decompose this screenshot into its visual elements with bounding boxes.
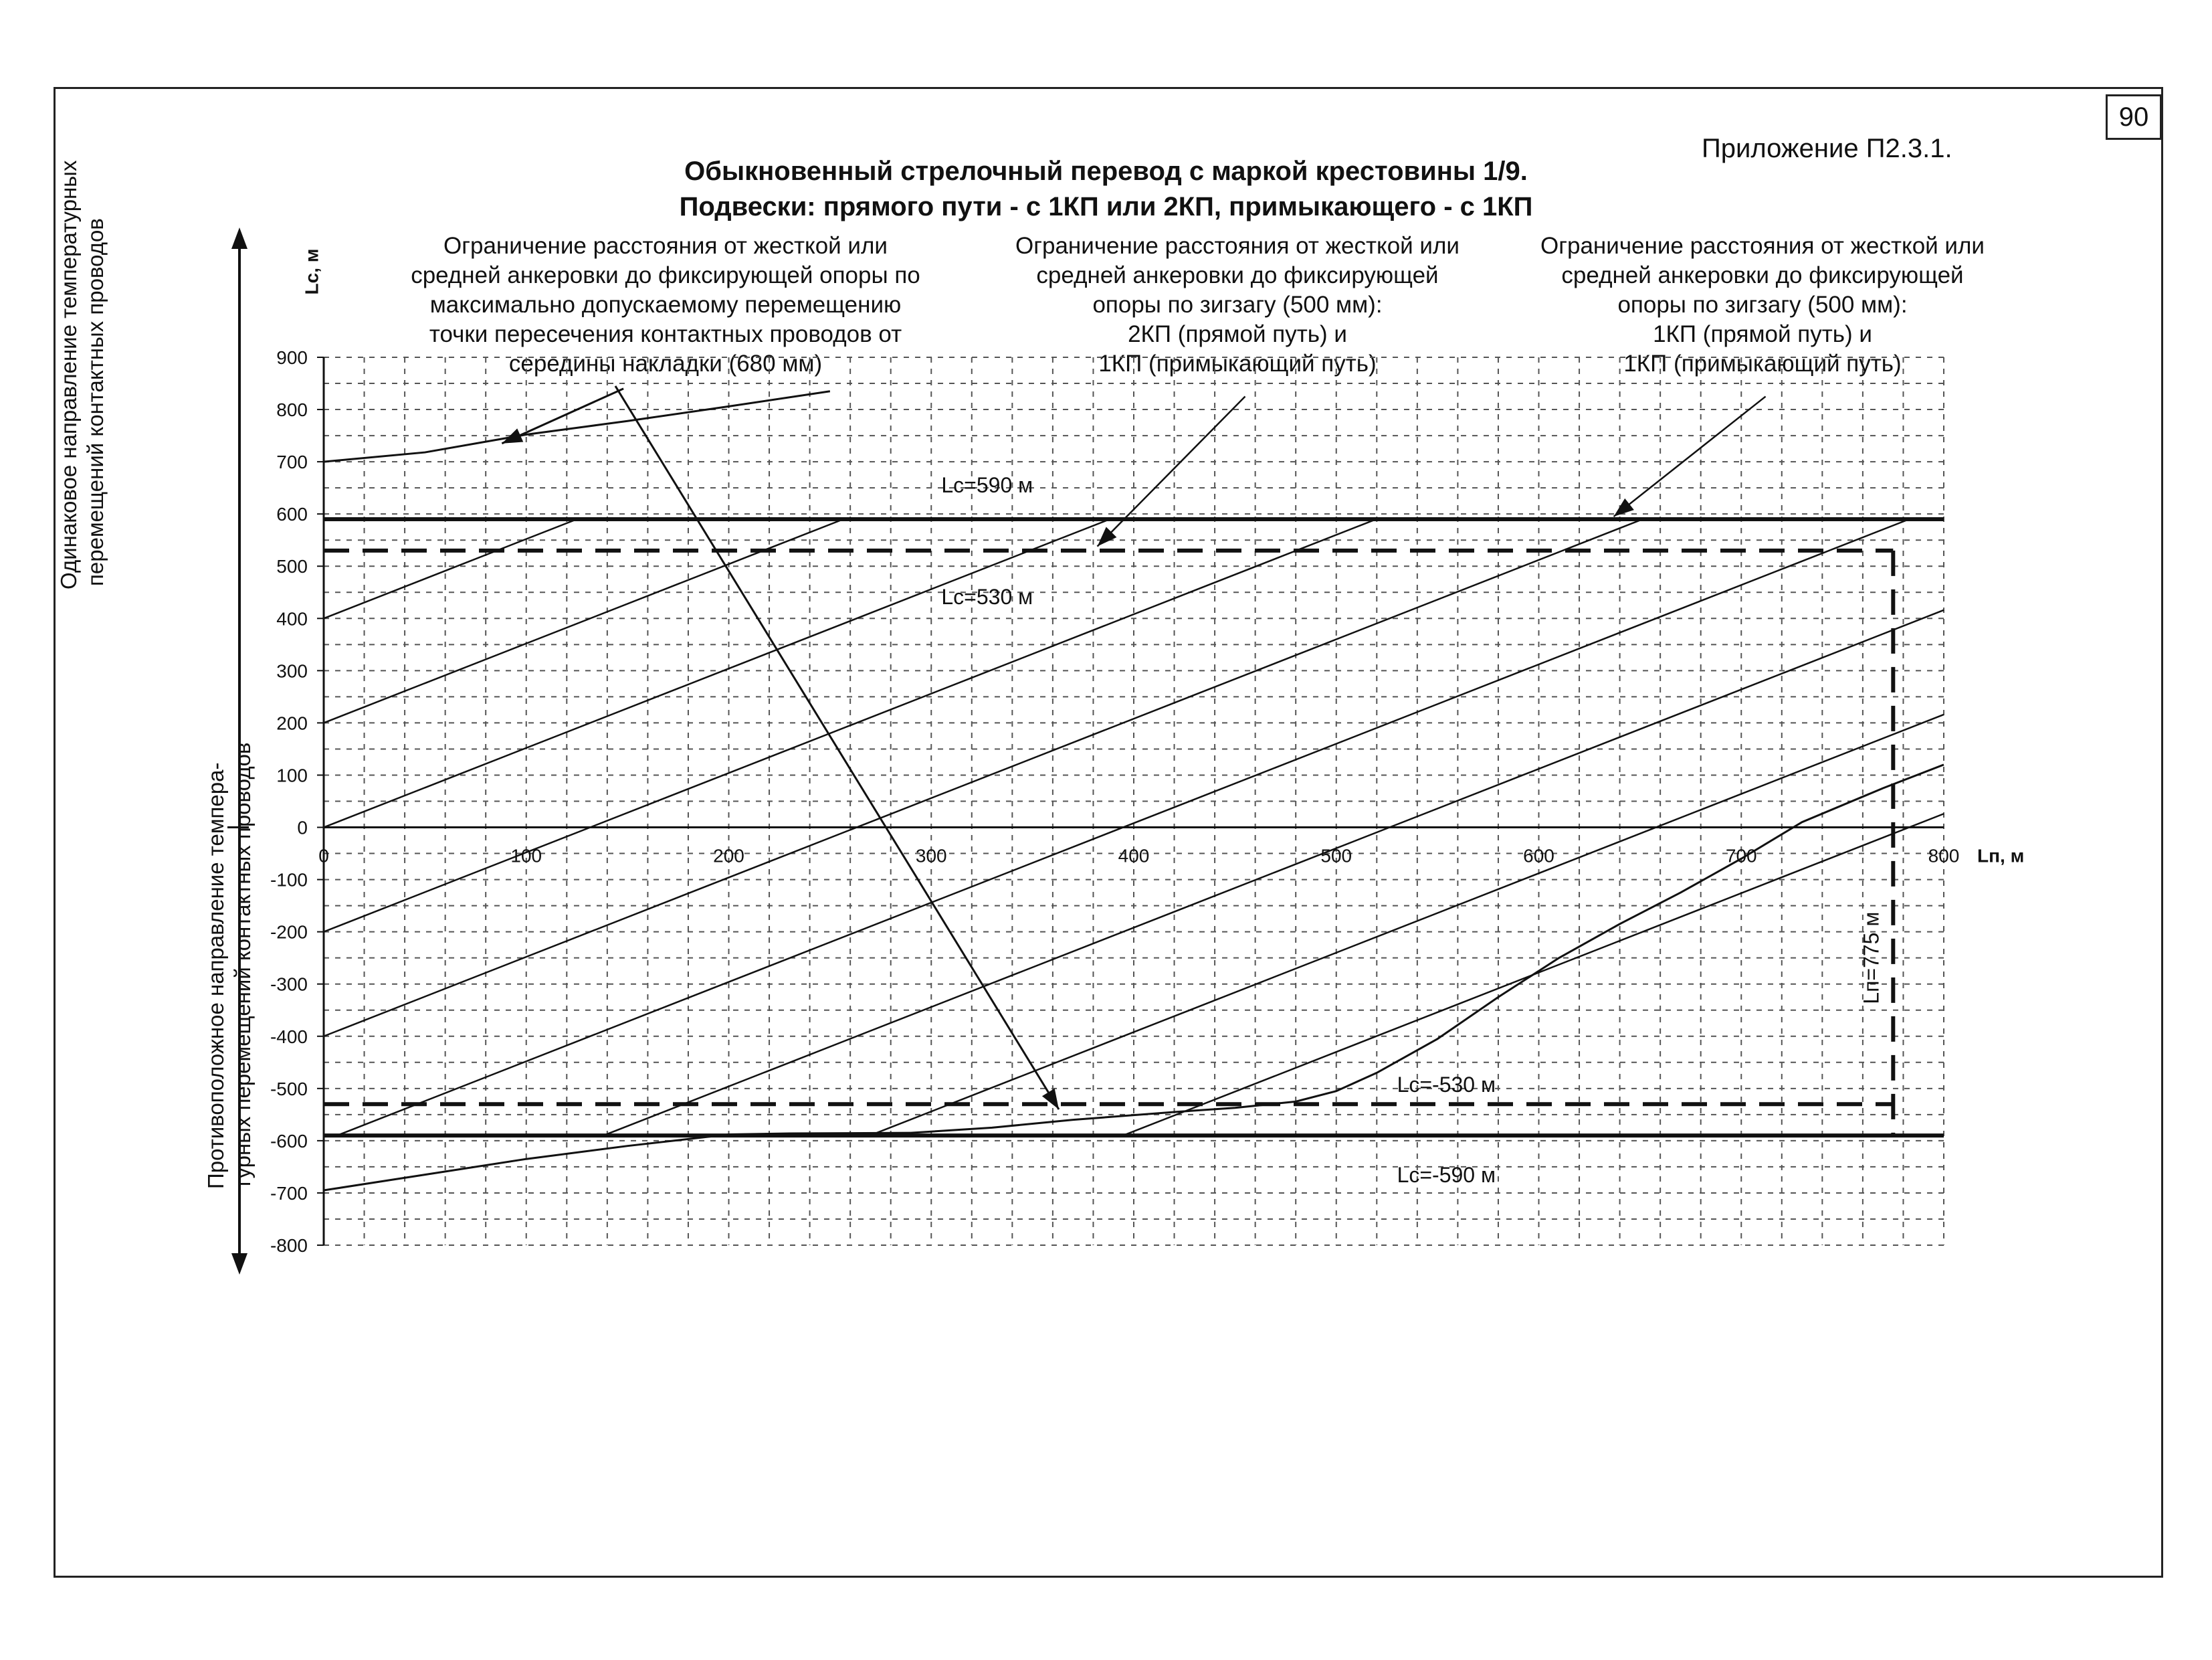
y-tick-label: -200	[270, 921, 308, 943]
y-tick-label: -100	[270, 869, 308, 891]
limit-label: Lc=-530 м	[1397, 1073, 1496, 1097]
note-1-line: точки пересечения контактных проводов от	[429, 321, 902, 347]
note-2-line: средней анкеровки до фиксирующей	[1036, 262, 1439, 288]
y-tick-label: 600	[276, 504, 308, 525]
side-upper-line: Одинаковое направление температурных	[56, 160, 81, 589]
note-2-line: 1КП (примыкающий путь)	[1098, 351, 1377, 377]
x-tick-label: 600	[1523, 845, 1554, 866]
axes	[227, 227, 1944, 1275]
arrowhead-icon	[1042, 1089, 1059, 1109]
x-tick-label: 200	[713, 845, 744, 866]
y-tick-label: 100	[276, 765, 308, 786]
chart-title-line1: Обыкновенный стрелочный перевод с маркой крестовины 1/9.	[684, 157, 1528, 186]
grid	[324, 357, 1944, 1245]
diagonal-line	[603, 610, 1944, 1135]
page-number: 90	[2106, 94, 2162, 140]
y-tick-label: 900	[276, 347, 308, 368]
x-tick-label: 0	[318, 845, 329, 866]
series-upper-boundary	[324, 391, 830, 462]
note-3-line: 1КП (примыкающий путь)	[1623, 351, 1902, 377]
limit-label: Lc=-590 м	[1397, 1163, 1496, 1188]
y-axis-label: Lc, м	[301, 248, 322, 295]
y-tick-label: -500	[270, 1078, 308, 1099]
side-upper-line: перемещений контактных проводов	[83, 218, 108, 586]
arrowhead-icon	[502, 428, 523, 443]
y-tick-label: 300	[276, 660, 308, 682]
y-tick-label: -400	[270, 1026, 308, 1047]
x-axis-label: Lп, м	[1977, 845, 2025, 866]
note-3-line: Ограничение расстояния от жесткой или	[1540, 233, 1985, 259]
limit-labels	[941, 473, 1883, 1187]
annotation-arrow-line	[1098, 397, 1245, 547]
y-tick-label: 800	[276, 399, 308, 421]
note-1-line: средней анкеровки до фиксирующей опоры по	[411, 262, 920, 288]
x-tick-label: 100	[510, 845, 542, 866]
note-1-line: середины накладки (680 мм)	[508, 351, 823, 377]
note-2-line: опоры по зигзагу (500 мм):	[1092, 292, 1383, 318]
y-tick-label: 700	[276, 452, 308, 473]
series-lower-left-boundary	[324, 1133, 911, 1190]
diagonal-line	[324, 519, 577, 618]
note-2-line: 2КП (прямой путь) и	[1128, 321, 1347, 347]
x-tick-label: 300	[915, 845, 947, 866]
limit-label-vertical: Lп=775 м	[1859, 911, 1884, 1004]
y-tick-label: -300	[270, 974, 308, 995]
y-tick-label: -600	[270, 1130, 308, 1151]
note-1-line: Ограничение расстояния от жесткой или	[443, 233, 888, 259]
y-tick-label: -800	[270, 1235, 308, 1256]
y-tick-label: 500	[276, 556, 308, 577]
diagonal-line	[324, 519, 1110, 828]
note-3-line: средней анкеровки до фиксирующей	[1561, 262, 1964, 288]
note-2-line: Ограничение расстояния от жесткой или	[1015, 233, 1460, 259]
arrow-up-icon	[231, 227, 247, 249]
side-lower-line: турных перемещений контактных проводов	[230, 742, 255, 1189]
annotation-arrow-line	[1614, 397, 1766, 517]
limit-label: Lc=590 м	[941, 472, 1033, 497]
y-tick-label: 0	[297, 817, 308, 838]
side-lower-line: Противоположное направление темпера-	[203, 762, 228, 1189]
note-1-line: максимально допускаемому перемещению	[429, 292, 902, 318]
x-tick-label: 500	[1320, 845, 1352, 866]
y-tick-label: 400	[276, 608, 308, 630]
y-tick-label: -700	[270, 1182, 308, 1204]
x-tick-label: 400	[1118, 845, 1150, 866]
y-tick-label: 200	[276, 713, 308, 734]
limit-label: Lc=530 м	[941, 584, 1033, 609]
arrow-down-icon	[231, 1253, 247, 1275]
x-tick-label: 700	[1725, 845, 1757, 866]
note-3-line: опоры по зигзагу (500 мм):	[1617, 292, 1908, 318]
x-tick-label: 800	[1928, 845, 1960, 866]
appendix-label: Приложение П2.3.1.	[1702, 134, 1952, 163]
note-3-line: 1КП (прямой путь) и	[1653, 321, 1872, 347]
chart-title-line2: Подвески: прямого пути - с 1КП или 2КП, примыкающего - с 1КП	[679, 192, 1533, 221]
